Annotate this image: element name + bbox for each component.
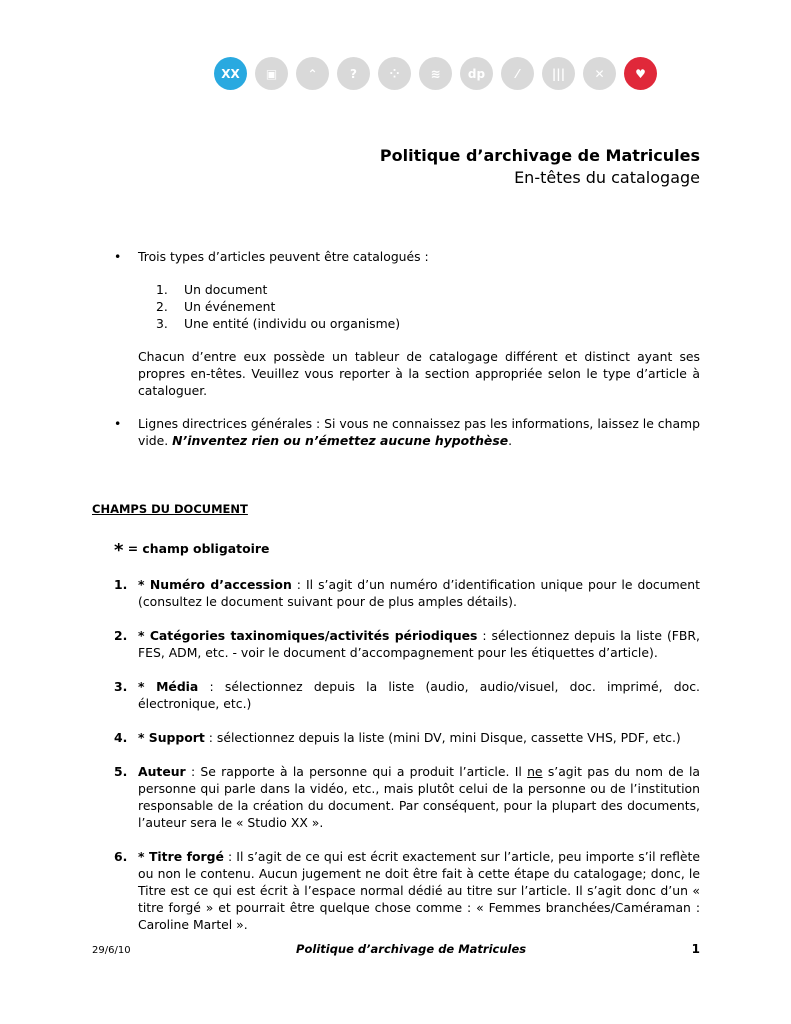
field-label: Auteur <box>138 764 186 779</box>
field-description: : sélectionnez depuis la liste (FBR, FES, ADM, etc. - voir le document d’accompagnement pour les étiquettes d’article). <box>138 628 700 660</box>
mandatory-legend <box>92 540 700 559</box>
document-title-block <box>380 145 700 189</box>
xx-logo-icon: XX <box>214 57 247 90</box>
list-item: 3. Une entité (individu ou organisme) <box>156 316 401 331</box>
lines-logo-icon: ||| <box>542 57 575 90</box>
field-description: : Il s’agit de ce qui est écrit exactement sur l’article, peu importe s’il reflète ou non le contenu. Aucun jugement ne doit être fait à cette étape du catalogage; donc, le Titre est ce qui est écrit à l’espace normal dédié au titre sur l’article. Il s’agit donc d’un « titre forgé » et pourrait être quelque chose comme : « Femmes branchées/Caméraman : Caroline Martel ». <box>138 849 701 932</box>
field-label: * Titre forgé <box>138 849 224 864</box>
mandatory-star: * <box>114 540 124 561</box>
underlined-word: ne <box>527 764 543 779</box>
field-label: * Média <box>138 679 199 694</box>
wave-logo-icon: ≋ <box>419 57 452 90</box>
square-logo-icon: ▣ <box>255 57 288 90</box>
swirl-logo-icon: ? <box>337 57 370 90</box>
field-item-accession: 1. * Numéro d’accession : Il s’agit d’un numéro d’identification unique pour le document (consultez le document suivant pour de plus amples détails). <box>114 577 700 609</box>
field-description: : Il s’agit d’un numéro d’identification unique pour le document (consultez le document suivant pour de plus amples détails). <box>138 577 700 609</box>
chevrons-logo-icon: ⌃ <box>296 57 329 90</box>
document-body <box>92 248 700 933</box>
intro-bullet-text: Trois types d’articles peuvent être catalogués : <box>138 249 429 264</box>
mandatory-legend-text: = champ obligatoire <box>123 541 270 556</box>
guidelines-text: Lignes directrices générales : Si vous ne connaissez pas les informations, laissez le champ vide. <box>138 416 700 448</box>
article-types-list <box>156 281 700 332</box>
heart-logo-icon: ♥ <box>624 57 657 90</box>
intro-bullet-guidelines: • Lignes directrices générales : Si vous ne connaissez pas les informations, laissez le champ vide. N’inventez rien ou n’émettez aucune hypothèse. <box>92 415 700 449</box>
list-item: 2. Un événement <box>156 299 276 314</box>
field-label: * Numéro d’accession <box>138 577 292 592</box>
field-item-title: 6. * Titre forgé : Il s’agit de ce qui est écrit exactement sur l’article, peu importe s’il reflète ou non le contenu. Aucun jugement ne doit être fait à cette étape du catalogage; donc, le Titre est ce qui est écrit à l’espace normal dédié au titre sur l’article. Il s’agit donc d’un « titre forgé » et pourrait être quelque chose comme : « Femmes branchées/Caméraman : Caroline Martel ». <box>114 849 701 932</box>
field-item-categories: 2. * Catégories taxinomiques/activités périodiques : sélectionnez depuis la liste (FBR, FES, ADM, etc. - voir le document d’accompagnement pour les étiquettes d’article). <box>114 628 700 660</box>
field-label: * Catégories taxinomiques/activités périodiques <box>138 628 478 643</box>
document-subtitle: En-têtes du catalogage <box>514 168 700 187</box>
list-item: 1. Un document <box>156 282 268 297</box>
guidelines-emphasis: N’inventez rien ou n’émettez aucune hypothèse <box>172 433 509 448</box>
field-description: : Se rapporte à la personne qui a produit l’article. Il <box>185 764 528 779</box>
footer-date: 29/6/10 <box>92 945 131 956</box>
field-label: * Support <box>138 730 205 745</box>
field-description-cont: s’agit pas du nom de la personne qui parle dans la vidéo, etc., mais plutôt celui de la personne ou de l’institution responsable de la création du document. Par conséquent, pour la plupart des documents, l’auteur sera le « Studio XX ». <box>138 764 700 830</box>
field-item-author: 5. Auteur : Se rapporte à la personne qui a produit l’article. Il ne s’agit pas du nom de la personne qui parle dans la vidéo, etc., mais plutôt celui de la personne ou de l’institution responsable de la création du document. Par conséquent, pour la plupart des documents, l’auteur sera le « Studio XX ». <box>114 764 700 830</box>
section-heading: CHAMPS DU DOCUMENT <box>92 502 248 516</box>
partner-logo-row <box>214 57 657 90</box>
field-description: : sélectionnez depuis la liste (audio, audio/visuel, doc. imprimé, doc. électronique, etc.) <box>138 679 700 711</box>
page-number: 1 <box>691 942 700 956</box>
footer-title: Politique d’archivage de Matricules <box>296 942 527 956</box>
intro-bullet-types <box>92 248 700 265</box>
intro-paragraph: Chacun d’entre eux possède un tableur de catalogage différent et distinct ayant ses propres en-têtes. Veuillez vous reporter à la section appropriée selon le type d’article à cataloguer. <box>138 349 700 398</box>
cross-logo-icon: ✕ <box>583 57 616 90</box>
field-item-media: 3. * Média : sélectionnez depuis la liste (audio, audio/visuel, doc. imprimé, doc. électronique, etc.) <box>114 679 700 711</box>
dp-logo-icon: dp <box>460 57 493 90</box>
page-footer <box>92 942 700 956</box>
dots-logo-icon: ⁘ <box>378 57 411 90</box>
field-item-support: 4. * Support : sélectionnez depuis la liste (mini DV, mini Disque, cassette VHS, PDF, etc.) <box>114 730 681 745</box>
document-title: Politique d’archivage de Matricules <box>379 146 700 165</box>
slash-logo-icon: ⁄ <box>501 57 534 90</box>
field-description: : sélectionnez depuis la liste (mini DV, mini Disque, cassette VHS, PDF, etc.) <box>204 730 681 745</box>
